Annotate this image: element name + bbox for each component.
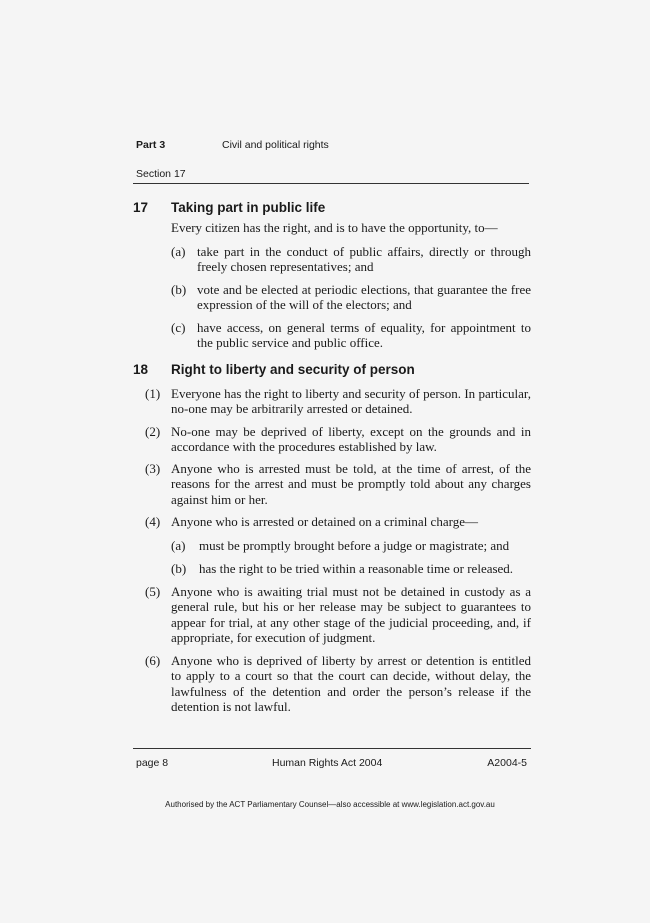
item-text: must be promptly brought before a judge or magistrate; and [199,538,510,553]
subsection-text: No-one may be deprived of liberty, except on the grounds and in accordance with the procedures established by law. [171,424,531,455]
subsection-text: Anyone who is arrested must be told, at the time of arrest, of the reasons for the arrest and must be promptly told about any charges against him or her. [171,461,531,507]
item-text: has the right to be tried within a reasonable time or released. [199,561,514,576]
item-label: (a) [171,244,186,259]
item-label: (b) [171,561,187,576]
footer-act-title: Human Rights Act 2004 [272,757,383,769]
footer-rule [133,748,531,749]
section-title: Taking part in public life [171,200,326,215]
item-text: vote and be elected at periodic elections, that guarantee the free expression of the will of the electors; and [197,282,531,313]
header-part-title: Civil and political rights [222,139,329,151]
authorisation-notice: Authorised by the ACT Parliamentary Counsel—also accessible at www.legislation.act.gov.au [165,800,495,809]
section-number: 17 [133,200,149,215]
footer-act-code: A2004-5 [487,757,527,769]
item-label: (a) [171,538,186,553]
subsection-label: (4) [145,514,161,529]
item-label: (c) [171,320,186,335]
section-title: Right to liberty and security of person [171,362,415,377]
subsection-text: Anyone who is awaiting trial must not be detained in custody as a general rule, but his or her release may be subject to guarantees to appear for trial, at any other stage of the judicial proceeding, and, if appropriate, for execution of judgment. [171,584,531,645]
header-part: Part 3 [136,139,166,151]
subsection-label: (3) [145,461,161,476]
section-number: 18 [133,362,149,377]
subsection-label: (1) [145,386,161,401]
item-text: have access, on general terms of equality, for appointment to the public service and public office. [197,320,531,351]
subsection-label: (2) [145,424,161,439]
footer-page-number: page 8 [136,757,169,769]
item-label: (b) [171,282,187,297]
subsection-text: Anyone who is arrested or detained on a criminal charge— [171,514,478,529]
header-rule [133,183,529,184]
header-section: Section 17 [136,168,186,180]
subsection-text: Anyone who is deprived of liberty by arrest or detention is entitled to apply to a court so that the court can decide, without delay, the lawfulness of the detention and order the person’s release if the detention is not lawful. [171,653,531,714]
section-17-intro: Every citizen has the right, and is to have the opportunity, to— [171,220,498,235]
subsection-label: (5) [145,584,161,599]
subsection-label: (6) [145,653,161,668]
item-text: take part in the conduct of public affairs, directly or through freely chosen representatives; and [197,244,531,275]
subsection-text: Everyone has the right to liberty and security of person. In particular, no-one may be arbitrarily arrested or detained. [171,386,531,417]
